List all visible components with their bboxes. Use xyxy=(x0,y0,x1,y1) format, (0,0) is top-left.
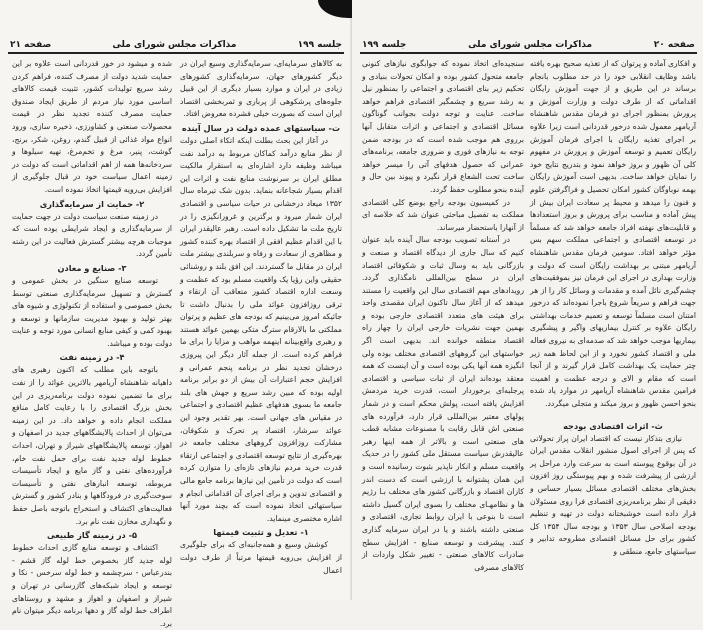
paragraph: در آستانه تصویب بودجه سال آینده باید عنوان کنیم که سال جاری از دیدگاه اقتصاد و صنعت و بازرگانی باید به وسال ثبات و شکوفائی اقتصاد ایران در سطح بین‌المللی نامگذاری گردد. رویدادهای مهم اقتصادی سال این واقعیت را مستند میدهد که از آغاز سال تاکنون ایران مقصدی واحد برای هیئت های متعدد اقتصادی خارجی بوده و بهمین جهت نشریات خارجی ایران را چهار راه اقتصاد منطقه خوانده اند. بدیهی است اگر خواستهای این گروههای اقتصادی مختلف بوده ولی انگیزه همه آنها یکی بوده است و آن اینست که همه معتقد بوده‌اند ایران از ثبات سیاسی و اقتصادی پرجلبه‌ای برخوردار است، قدرت خرید مردمش افزایش یافته است، پولش محکم است و در شمار پولهای معتبر بین‌المللی قرار دارد، فرآورده های صنعتی اش قابل رقابت با مصنوعات مشابه قطب های صنعتی است و بالاتر از همه اینها رهبر عالیقدرش سیاست مستقل ملی کشور را در حدیک واقعیت مسلم و انکار ناپذیر بثبوت رسانیده است و این همان پشتوانه با ارزشی است که دست اندر کاران اقتصاد و بازرگانی کشور های مختلف بـا رژیم ها و نظامهـای مختلف را بسوی ایران گسیل داشته است تا بنوعی با ایران روابط تجاری، اقتصادی و صنعتی داشته باشند و یا در ایران سرمایه گذاری کنند. پیشرفت و توسعه صنایع - افزایش سطح صادرات کالاهای صنعتی - تغییر شکل واردات از کالاهای مصرفی xyxy=(362,235,524,572)
section-heading: ۱- تعدیل و تثبیت قیمتها xyxy=(213,527,309,538)
section-heading: ت- سیاستهای عمده دولت در سال آینده xyxy=(181,122,341,133)
session-label: جلسه ۱۹۹ xyxy=(297,40,342,50)
left-page-column-left xyxy=(12,58,172,630)
section-heading: ۴- در زمینه نفت xyxy=(59,352,125,363)
paragraph: اکتشاف و توسعه منابع گازی احداث خطوط لوله جدید گاز بخصوص خط لوله گاز قشم - بندرعباس - سرچشمه و خط لوله سرخس - نکا و توسعه و ایجاد شبکه‌های گازرسانی در تهران و شیراز و اصفهان و اهواز و مشهد و روستاهای اطراف خط لوله گاز و دهها برنامه دیگر میتوان نام برد. xyxy=(12,543,172,628)
left-page xyxy=(0,0,352,628)
paragraph: باتوجه باین مطلب که اکنون رهبری های داهیانه شاهنشاه آریامهر بالاترین عوائد را از نفت برای ما تضمین نموده دولت برنامه‌ریزی در این بخش بزرگ اقتصادی را با رعایت کامل منافع مملکت انجام داده و خواهد داد. در این زمینه می‌توان از احداث پالایشگاههای جدید در اصفهان و اهواز، توسعه پالایشگاههای شیراز و تهران، احداث خطوط لوله جدید نفت برای حمل نفت خام، فرآورده‌های نفتی و گاز مایع و ایجاد تأسیسات مربوطه، توسعه انبارهای نفتی و تأسیسات سوخت‌گیری در فرودگاهها و بنادر کشور و گسترش فعالیت‌های اکتشاف و استخراج باتوجه باصل حفظ و نگهداری مخازن نفت نام برد. xyxy=(12,365,172,526)
paragraph: به کالاهای سرمایه‌ای، سرمایه‌گذاری وسیع ایران در دیگر کشورهای جهان، سرمایه‌گذاری کشورهای زیادی در ایران و موارد بسیار دیگری از این قبیل جلوه‌های پرشکوهی از پرباری و ثمربخشی اقتصاد ایران است که بصورت خیلی فشرده معروض افتاد. xyxy=(180,59,342,119)
right-page-header xyxy=(362,36,695,50)
section-heading: ۲- حمایت از سرمایه‌گذاری xyxy=(39,198,145,209)
paragraph: شده و میشود در خور قدردانی است علاوه بر این حمایت شدید دولت از مصرف کننده، فراهم کردن رشد سریع تولیدات کشور، تثبیت قیمت کالاهای اساسی مورد نیاز مردم از طریق ایجاد صندوق حمایت مصرف کننده تجدید نظر در قیمت محصولات صنعتی و کشاورزی، ذخیره سازی، ورود انواع مواد غذائی از قبیل گندم، روغن، شکر، برنج، گوشت، پنیر، مرغ و تخم‌مرغ، تهیه سیلوها و سردخانه‌ها همه از اهم اقداماتی است که دولت در زمینه اعمال سیاست خود در قبال جلوگیری از افزایش بی‌رویه قیمتها اتخاذ نموده است. xyxy=(12,59,172,194)
paragraph: در آغاز این بحث بطلت اینکه اتکاء اصلی دولت از نظر منابع درآمد کماکان مربوط به درآمد نفت میباشد وظیفه دارد اشاره‌ای به استقرار مالکیت مطلق ایران بر سرنوشت منابع نفت و اثرات این اقدام بسیار شجاعانه بنماید. بدون شک تیرماه سال ۱۳۵۲ میعاد درخشانی در حیات سیاسی و اقتصادی ایران شمار میرود و برگترین و غرورانگیزی را در تاریخ ملت ما تشکیل داده است. رهبر عالیقدر ایران با این اقدام عظیم افقی از اقتصاد بهره کننده کشور و مظاهری از سعادت و رفاه و سربلندی بیشتر ملت ایران در مقابل ما گستردند. این افق بلند و روشنائی حقیقی واین رؤیا یک واقعیت مسلم بود که عظمت و وسعت اداره اقتصاد کشور متعاقب آن ارتقاء و ترقی روزافزون عوائد ملی را بدنبال داشت تا جائیکه امروز می‌بینیم که بودجه های عظیم و پرتوان مملکتی ما بالارقام سترگ متکی بهمین عوائد هستند و رهبری واقع‌بینانه اینهمه مواهب و مزایا را برای ما فراهم کرده است. از جمله آثار دیگر این پیروزی درخشان تجدید نظر در برنامه پنجم عمرانی و افزایش حجم اعتبارات آن بیش از دو برابر برنامه اولیه بوده که مبین رشد سریع و جهش های بلند جامعه ما بسوی هدفهای عظیم اقتصادی و اجتماعی در مقیاس های جهانی است. بهر تقدیر وجود این عوائد سرشار، اقتصاد پر تحرک و شکوفان، مشارکت روزافزون گروههای مختلف جامعه در بهره‌گیری از نتایج توسعه اقتصادی و اجتماعی ارتقاء قدرت خرید مردم نیازهای تازه‌ای را متوازن کرده است که دولت در تأمین این نیازها برنامه جامع مالی و اقتصادی تدوین و برای اجرای آن اقداماتی انجام و سیاستهائی اتخاذ نموده است که بچند مورد آنها اشاره مختصری مینماید. xyxy=(180,135,342,523)
section-heading: ۳- صنایع و معادن xyxy=(57,262,127,273)
paragraph: و افکاری آماده و پرتوان که از تغذیه صحیح بهره یافته باشد وظایف انقلابی خود را در حد مطلوب بانجام برساند در این طریق و از جهت آموزش رایگان اقداماتی که از طرف دولت و وزارت آموزش و پرورش بمنظور اجرای دو فرمان مقدس شاهنشاه آریامهر معمول شده درخور قدردانی است زیرا علاوه بر اجرای تغذیه رایگان با اجرای فرمان آموزش رایگان تعمیم و توسعه آموزش و پرورش در مفهوم کلی آن ظهور و بروز خواهد نمود و بتدریج نتایج خود را نمایان خواهد ساخت. بدیهی است آموزش رایگان بهمه نوباوگان کشور امکان تحصیل و فراگرفتن علوم و فنون را میدهد و محیط پر سعادت ایران بیش از پیش آماده و مناسب برای پرورش و بروز استعدادها و قابلیت‌های نهفته افراد جامعه خواهد شد که مسلماً در توسعه اقتصادی و اجتماعی مملکت سهم بس مؤثر خواهد افتاد. سومین فرمان مقدس شاهنشاه آریامهر مبتنی بر بهداشت رایگان است که دولت و وزارت بهداری در اجرای این فرمان نیز بموفقیت‌های چشم‌گیری نائل آمده و مقدمات و وسائل کار را از هر جهت فراهم و سریعاً شروع باجرا نموده‌اند که درخور امتنان است مسلماً توسعه و تعمیم خدمات بهداشتی رایگان علاوه بر کنترل بیماریهای واگیر و پیشگیری بیماریها موجب خواهد شد که صدمه‌ای به نیروی فعاله ملی و اقتصاد کشور نخورد و از این لحاظ همه زیر چتر حمایت یک بهداشت کامل قرار گیرند و از آنجا است که مقام و الای و درجه عظمت و اهمیت فرامین مقدس شاهنشاه آریامهر در موارد یاد شده بنحو احسن ظهور و بروز میکند و متجلی میگردد. xyxy=(530,59,696,409)
paragraph: توسعه صنایع سنگین در بخش عمومی و گسترش و تسهیل سرمایه‌گذاری صنعتی توسط بخش خصوصی و استفاده از تکنولوژی و شیوه های بهتر تولید و بهبود مدیریت سازمانها و توسعه و بهبود کمی و کیفی منابع انسانی مورد توجه و عنایت دولت بوده و میباشد. xyxy=(12,275,172,348)
header-rule xyxy=(360,52,697,54)
paragraph: در زمینه صنعت سیاست دولت در جهت حمایت از سرمایه‌گذاری و ایجاد شرایطی بوده است که موجبات هرچه بیشتر گسترش فعالیت در این رشته تأمین گردد. xyxy=(12,211,172,259)
right-page-column-left xyxy=(362,58,524,574)
paragraph: نیازی بتذکار نیست که اقتصاد ایران پراز تحولاتی که پس از اجرای اصول منشور انقلاب مقدس ایران در آن بوقوع پیوسته است به سرعت وارد مراحل پر ارزشی از پیشرفت شده و بهم پیوستگی روز افزون بخش‌های مختلف اقتصادی مسائل بسیار حساس و دقیقی از نظر برنامه‌ریزی اقتصادی فرا روی مسئولان قرار داده است خوشبختانه دولت در تهیه و تنظیم بودجه اصلاحی سال ۱۳۵۳ و بودجه سال ۱۳۵۴ کل کشور برای حل مسائل اقتصادی مطروحه تدابیر و سیاستهای جامع، منطقی و xyxy=(530,433,696,556)
section-heading: ث- اثرات اقتصادی بودجه xyxy=(563,420,663,431)
session-label: جلسه ۱۹۹ xyxy=(362,40,407,50)
left-page-header xyxy=(10,36,342,50)
running-title: مذاکرات مجلس شورای ملی xyxy=(112,40,237,50)
paragraph: در کمیسیون بودجه راجع بوضع کلی اقتصادی مملکت به تفصیل مباحثی عنوان شد که خلاصه ای از آنهارا باستحضار میرساند. xyxy=(362,197,524,232)
right-page xyxy=(352,0,703,600)
running-title: مذاکرات مجلس شورای ملی xyxy=(468,40,593,50)
section-heading: ۵- در زمینه گاز طبیعی xyxy=(47,530,137,541)
right-page-column-right xyxy=(530,58,696,559)
paragraph: سنجیده‌ای اتخاذ نموده که جوابگوی نیازهای کنونی جامعه متحول کشور بوده و امکان تحولات بنیادی و تحکیم زیر بنای اقتصادی و اجتماعی را بمنظور نیل به رشد سریع و چشمگیر اقتصادی فراهم خواهد ساخت. عنایت و توجه دولت بجوانب گوناگون مسائل اقتصادی و اجتماعی و اثرات متقابل آنها برروی هم موجب شده است که در بودجه ضمن توجه به نیازهای فوری و ضروری جامعه، برنامه‌های عمرانی که حصول هدفهای آتی را میسر خواهد ساخت تحت الشعاع قرار نگیرد و پیوند بین حال و آینده بنحو مطلوب حفظ گردد. xyxy=(362,59,524,194)
page-number: صفحه ۲۰ xyxy=(653,40,695,50)
paragraph: کوشش وسیع و همه‌جانبه‌ای که برای جلوگیری از افزایش بی‌رویه قیمتها مرتباً از طرف دولت اعمال xyxy=(180,540,342,575)
left-page-column-right xyxy=(180,58,342,577)
header-rule xyxy=(8,52,344,54)
page-number: صفحه ۲۱ xyxy=(10,40,52,50)
